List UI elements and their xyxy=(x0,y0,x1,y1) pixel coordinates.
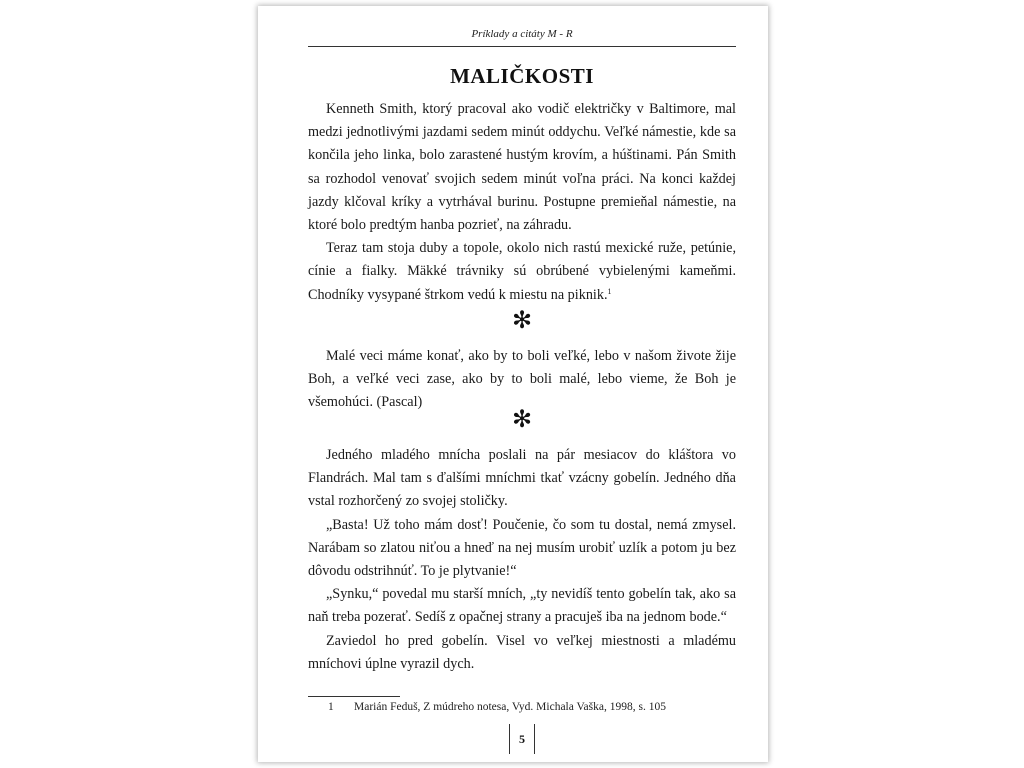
paragraph xyxy=(308,237,736,307)
paragraph: Zaviedol ho pred gobelín. Visel vo veľkej miestnosti a mladému mníchovi úplne vyrazil dych. xyxy=(308,632,736,672)
page-number: 5 xyxy=(509,724,535,754)
paragraph: Jedného mladého mnícha poslali na pár mesiacov do kláštora vo Flandrách. Mal tam s ďalšími mníchmi tkať vzácny gobelín. Jedného dňa vstal rozhorčený zo svojej stoličky. xyxy=(308,447,736,510)
document-page xyxy=(258,6,768,762)
footnote-text: Marián Feduš, Z múdreho notesa, Vyd. Michala Vaška, 1998, s. 105 xyxy=(354,701,666,713)
paragraph-text: Teraz tam stoja duby a topole, okolo nich rastú mexické ruže, petúnie, cínie a fialky. Mäkké trávniky sú obrúbené vybielenými kameňmi. Chodníky vysypané štrkom vedú k miestu na piknik. xyxy=(308,240,736,303)
asterism-ornament: ✻ xyxy=(511,308,533,334)
paragraph: „Basta! Už toho mám dosť! Poučenie, čo som tu dostal, nemá zmysel. Narábam so zlatou niťou a hneď na nej musím urobiť uzlík a potom ju bez dôvodu odstrihnúť. To je plytvanie!“ xyxy=(308,516,736,580)
footnote-reference: 1 xyxy=(607,286,612,296)
section-smith xyxy=(308,98,736,307)
footnote xyxy=(308,701,736,713)
running-header: Príklady a citáty M - R xyxy=(471,28,573,40)
paragraph: Malé veci máme konať, ako by to boli veľké, lebo v našom živote žije Boh, a veľké veci zase, ako by to boli malé, lebo vieme, že Boh je všemohúci. (Pascal) xyxy=(308,348,736,411)
asterism-ornament: ✻ xyxy=(511,407,533,433)
header-rule xyxy=(308,46,736,47)
section-pascal xyxy=(308,345,736,415)
paragraph: „Synku,“ povedal mu starší mních, „ty nevidíš tento gobelín tak, ako sa naň treba pozerať. Sedíš z opačnej strany a pracuješ iba na jednom bode.“ xyxy=(308,586,736,626)
section-monk xyxy=(308,444,736,676)
chapter-title: MALIČKOSTI xyxy=(450,64,594,88)
paragraph: Kenneth Smith, ktorý pracoval ako vodič električky v Baltimore, mal medzi jednotlivými jazdami sedem minút oddychu. Veľké námestie, kde sa končila jeho linka, bolo zarastené hustým krovím, a húštinami. Pán Smith sa rozhodol venovať svojich sedem minút voľna práci. Na konci každej jazdy klčoval kríky a vytrhával burinu. Postupne premieňal námestie, na ktoré bolo predtým hanba pozrieť, na záhradu. xyxy=(308,101,736,234)
footnote-rule xyxy=(308,696,400,697)
footnote-number: 1 xyxy=(328,701,334,713)
